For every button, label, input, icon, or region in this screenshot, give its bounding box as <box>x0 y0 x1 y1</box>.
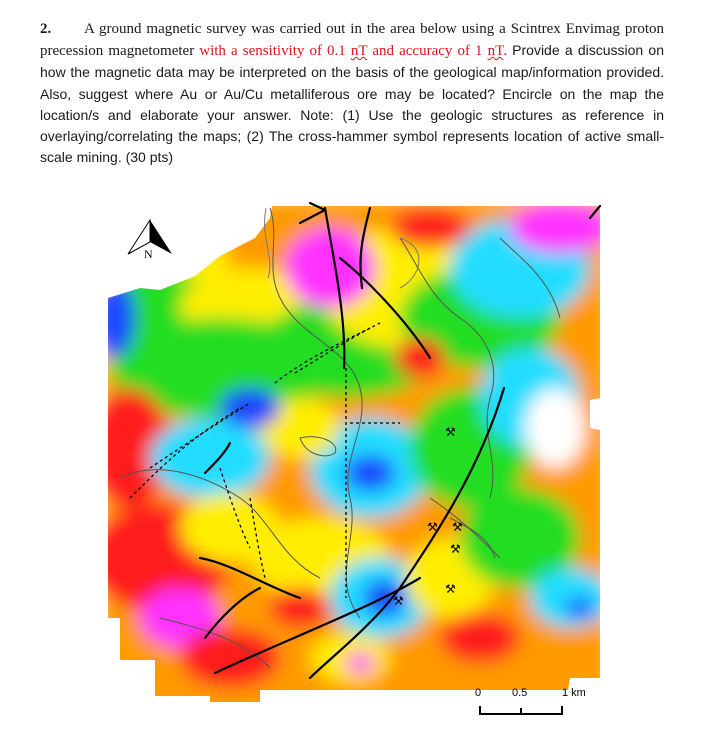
mine-icon: ⚒ <box>452 520 463 534</box>
magnetic-survey-map <box>100 198 610 720</box>
question-body: Provide a discussion on how the magnetic data may be interpreted on the basis of the geological map/information provided. Also, suggest where Au or Au/Cu metalliferous ore may be located? Encircle on the map the location/s and elaborate your answer. Note: (1) Use the geologic structures as reference in overlaying/correlating the maps; (2) The cross-hammer symbol represents location of active small-scale mining. (30 pts) <box>40 42 664 166</box>
mine-icon: ⚒ <box>450 542 461 556</box>
question-text <box>40 18 664 168</box>
sensitivity-text: with a sensitivity of 0.1 <box>199 43 351 60</box>
mine-icon: ⚒ <box>445 582 456 596</box>
magnetic-anomaly-grid <box>100 198 610 720</box>
north-arrow <box>128 220 172 261</box>
accuracy-period: . <box>503 43 507 60</box>
question-number: 2. <box>40 21 52 37</box>
unit-nt-1: nT <box>350 43 368 60</box>
unit-nt-2: nT <box>487 43 504 60</box>
scale-label-end: 1 km <box>562 687 586 699</box>
scale-label-mid: 0.5 <box>512 687 528 699</box>
accuracy-text: and accuracy of 1 <box>367 43 488 60</box>
question-intro: A ground magnetic survey was carried out in the area below using a Scintrex Envimag proton precession magnetometer <box>40 21 664 60</box>
scale-bar <box>475 687 586 714</box>
mine-icon: ⚒ <box>445 425 456 439</box>
scale-label-0: 0 <box>475 687 482 699</box>
mine-icon: ⚒ <box>427 520 438 534</box>
north-label: N <box>144 247 153 261</box>
mine-icon: ⚒ <box>393 594 404 608</box>
